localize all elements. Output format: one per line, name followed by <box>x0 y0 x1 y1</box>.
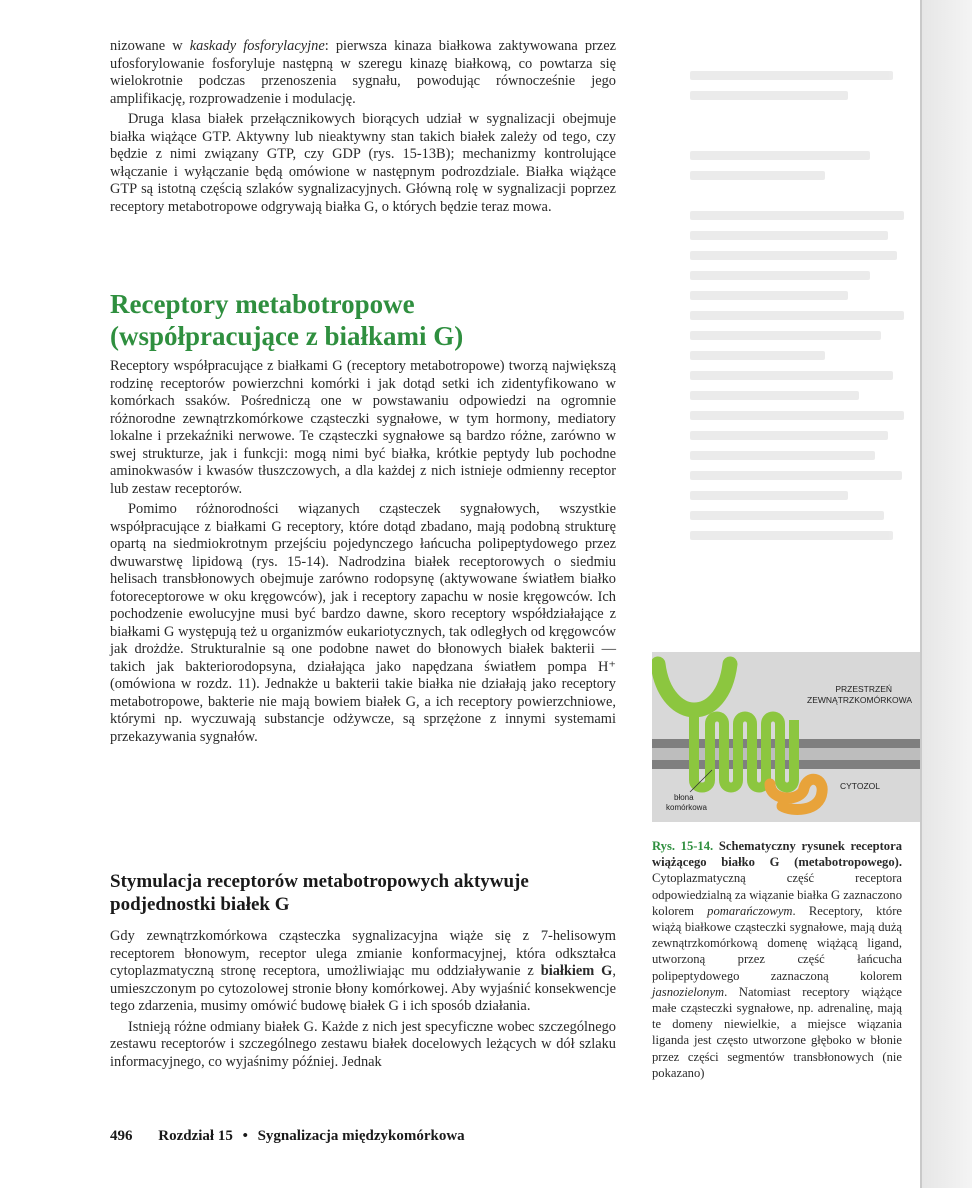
paragraph-intro: nizowane w kaskady fosforylacyjne: pierwsza kinaza białkowa zaktywowana przez ufosforylowanie fosforyluje następną w szeregu kinazę białkową, co powtarza się wielokrotnie podczas przenoszenia sygnału, powodując równocześnie jego amplifikację, rozprowadzenie i modulację. <box>110 38 616 107</box>
figure-caption: Rys. 15-14. Schematyczny rysunek receptora wiążącego białko G (metabotropowego). Cytoplazmatyczną część receptora odpowiedzialną za wiązanie białka G zaznaczono kolorem pomarańczowym. Receptory, które wiążą białkowe cząsteczki sygnałowe, mają dużą zewnątrzkomórkową domenę wiążącą ligand, utworzoną przez część łańcucha polipeptydowego zaznaczoną kolorem jasnozielonym. Natomiast receptory wiążące małe cząsteczki sygnałowe, np. adrenalinę, mają te domeny niewielkie, a miejsce wiązania liganda jest często utworzone głęboko w błonie przez części segmentów transbłonowych (nie pokazano) <box>652 839 902 1080</box>
receptor-figure <box>652 652 920 822</box>
label-extracellular-1: PRZESTRZEŃ <box>835 684 892 694</box>
subsection-title: Stymulacja receptorów metabotropowych aktywuje podjednostki białek G <box>110 871 529 915</box>
chapter-label: Rozdział 15 <box>158 1128 233 1144</box>
paragraph-g-protein-types: Istnieją różne odmiany białek G. Każde z nich jest specyficzne wobec szczególnego zestawu receptorów i szczególnego zestawu białek docelowych leżących w dół szlaku informacyjnego, co wyjaśnimy później. Jednak <box>110 1018 616 1070</box>
chapter-title: Sygnalizacja międzykomórkowa <box>257 1128 465 1144</box>
label-membrane-2: komórkowa <box>666 803 707 812</box>
section-title: Receptory metabotropowe (współpracujące z białkami G) <box>110 289 464 351</box>
paragraph-receptors-family: Receptory współpracujące z białkami G (receptory metabotropowe) tworzą największą rodzinę receptorów powierzchni komórki i jak dotąd setki ich zidentyfikowano w komórkach ssaków. Pośredniczą one w powstawaniu odpowiedzi na ogromnie różnorodne zewnątrzkomórkowe cząsteczki sygnałowe, w tym hormony, mediatory lokalne i przekaźniki nerwowe. Te cząsteczki sygnałowe są bardzo różne, zarówno w swej strukturze, jak i funkcji: mogą nimi być białka, krótkie peptydy lub pochodne aminokwasów i kwasów tłuszczowych, a dla każdej z nich istnieje odmienny receptor lub zestaw receptorów. <box>110 358 616 497</box>
label-cytosol: CYTOZOL <box>840 781 880 791</box>
label-extracellular-2: ZEWNĄTRZKOMÓRKOWA <box>807 695 912 705</box>
intro-block <box>110 38 616 216</box>
paragraph-activation: Gdy zewnątrzkomórkowa cząsteczka sygnalizacyjna wiąże się z 7-helisowym receptorem błonowym, receptor ulega zmianie konformacyjnej, która odkształca cytoplazmatyczną stronę receptora, umożliwiając mu oddziaływanie z białkiem G, umieszczonym po cytozolowej stronie błony komórkowej. Aby wyjaśnić konsekwencje tego zdarzenia, musimy omówić budowę białek G i ich sposób działania. <box>110 928 616 1014</box>
subsection-body <box>110 928 616 1071</box>
scan-page-edge <box>922 0 972 1188</box>
section-body <box>110 358 616 746</box>
scan-edge-line <box>920 0 922 1188</box>
paragraph-structure: Pomimo różnorodności wiązanych cząsteczek sygnałowych, wszystkie współpracujące z białkami G receptory, które dotąd zbadano, mają podobną strukturę opartą na siedmiokrotnym przejściu pojedynczego łańcucha polipeptydowego przez dwuwarstwę lipidową (rys. 15-14). Nadrodzina białek receptorowych o siedmiu helisach transbłonowych obejmuje zarówno rodopsynę (aktywowane światłem białko fotoreceptorowe w oku kręgowców), jak i receptory zapachu w nosie kręgowców. Ich pochodzenie ewolucyjne musi być bardzo dawne, skoro receptory współdziałające z białkami G występują też u organizmów eukariotycznych, tak odległych od kręgowców jak drożdże. Strukturalnie są one podobne nawet do błonowych białek bakterii — takich jak bakteriorodopsyna, działająca jako napędzana światłem pompa H⁺ (omówiona w rozdz. 11). Jednakże u bakterii takie białka nie działają jako receptory metabotropowe, bakterie nie mają bowiem białek G, a ich receptory powierzchniowe, którymi np. wyczuwają substancje odżywcze, są sprzężone z innymi systemami przekazywania sygnałów. <box>110 501 616 745</box>
page-footer <box>110 1128 610 1145</box>
paragraph-gtp-binding: Druga klasa białek przełącznikowych biorących udział w sygnalizacji obejmuje białka wiążące GTP. Aktywny lub nieaktywny stan takich białek zależy od tego, czy będzie z nimi związany GTP, czy GDP (rys. 15-13B); mechanizmy kontrolujące włączanie i wyłączanie będą omówione w następnym podrozdziale. Białka wiążące GTP są istotną częścią szlaków sygnalizacyjnych. Główną rolę w sygnalizacji poprzez receptory metabotropowe odgrywają białka G, o których będzie teraz mowa. <box>110 111 616 215</box>
caption-title: Schematyczny rysunek receptora wiążącego białko G (metabotropowego). <box>652 839 902 870</box>
caption-label: Rys. 15-14. <box>652 839 714 853</box>
page-number: 496 <box>110 1128 133 1144</box>
label-membrane-1: błona <box>674 793 694 802</box>
footer-separator: • <box>242 1128 248 1144</box>
